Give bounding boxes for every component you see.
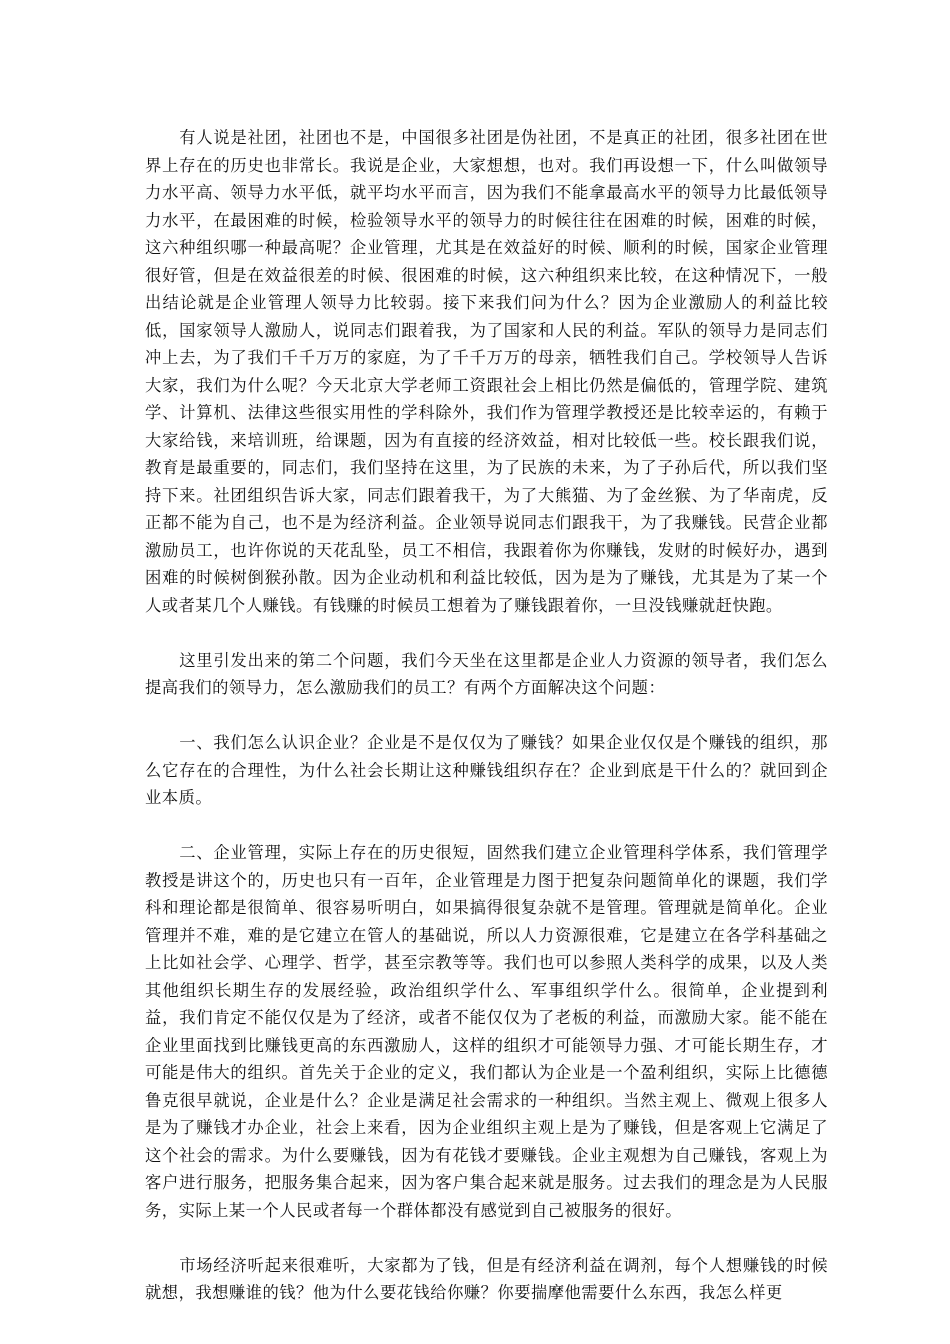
paragraph-5: 市场经济听起来很难听，大家都为了钱，但是有经济利益在调剂，每个人想赚钱的时候就想，我想赚谁的钱？他为什么要花钱给你赚？你要揣摩他需要什么东西，我怎么样更 xyxy=(145,1255,828,1302)
document-body xyxy=(145,124,828,1334)
paragraph-1: 有人说是社团，社团也不是，中国很多社团是伪社团，不是真正的社团，很多社团在世界上存在的历史也非常长。我说是企业，大家想想，也对。我们再设想一下，什么叫做领导力水平高、领导力水平低，就平均水平而言，因为我们不能拿最高水平的领导力比最低领导力水平，在最困难的时候，检验领导水平的领导力的时候往往在困难的时候，困难的时候，这六种组织哪一种最高呢？企业管理，尤其是在效益好的时候、顺利的时候，国家企业管理很好管，但是在效益很差的时候、很困难的时候，这六种组织来比较，在这种情况下，一般出结论就是企业管理人领导力比较弱。接下来我们问为什么？因为企业激励人的利益比较低，国家领导人激励人，说同志们跟着我，为了国家和人民的利益。军队的领导力是同志们冲上去，为了我们千千万万的家庭，为了千千万万的母亲，牺牲我们自己。学校领导人告诉大家，我们为什么呢？今天北京大学老师工资跟社会上相比仍然是偏低的，管理学院、建筑学、计算机、法律这些很实用性的学科除外，我们作为管理学教授还是比较幸运的，有赖于大家给钱，来培训班，给课题，因为有直接的经济效益，相对比较低一些。校长跟我们说，教育是最重要的，同志们，我们坚持在这里，为了民族的未来，为了子孙后代，所以我们坚持下来。社团组织告诉大家，同志们跟着我干，为了大熊猫、为了金丝猴、为了华南虎，反正都不能为自己，也不是为经济利益。企业领导说同志们跟我干，为了我赚钱。民营企业都激励员工，也许你说的天花乱坠，员工不相信，我跟着你为你赚钱，发财的时候好办，遇到困难的时候树倒猴孙散。因为企业动机和利益比较低，因为是为了赚钱，尤其是为了某一个人或者某几个人赚钱。有钱赚的时候员工想着为了赚钱跟着你，一旦没钱赚就赶快跑。 xyxy=(145,128,828,615)
paragraph-4: 二、企业管理，实际上存在的历史很短，固然我们建立企业管理科学体系，我们管理学教授是讲这个的，历史也只有一百年，企业管理是力图于把复杂问题简单化的课题，我们学科和理论都是很简单、很容易听明白，如果搞得很复杂就不是管理。管理就是简单化。企业管理并不难，难的是它建立在管人的基础说，所以人力资源很难，它是建立在各学科基础之上比如社会学、心理学、哲学，甚至宗教等等。我们也可以参照人类科学的成果，以及人类其他组织长期生存的发展经验，政治组织学什么、军事组织学什么。很简单，企业提到利益，我们肯定不能仅仅是为了经济，或者不能仅仅为了老板的利益，而激励大家。能不能在企业里面找到比赚钱更高的东西激励人，这样的组织才可能领导力强、才可能长期生存，才可能是伟大的组织。首先关于企业的定义，我们都认为企业是一个盈利组织，实际上比德德鲁克很早就说，企业是什么？企业是满足社会需求的一种组织。当然主观上、微观上很多人是为了赚钱才办企业，社会上来看，因为企业组织主观上是为了赚钱，但是客观上它满足了这个社会的需求。为什么要赚钱，因为有花钱才要赚钱。企业主观想为自己赚钱，客观上为客户进行服务，把服务集合起来，因为客户集合起来就是服务。过去我们的理念是为人民服务，实际上某一个人民或者每一个群体都没有感觉到自己被服务的很好。 xyxy=(145,843,828,1220)
paragraph-2: 这里引发出来的第二个问题，我们今天坐在这里都是企业人力资源的领导者，我们怎么提高我们的领导力，怎么激励我们的员工？有两个方面解决这个问题： xyxy=(145,650,828,697)
paragraph-3: 一、我们怎么认识企业？企业是不是仅仅为了赚钱？如果企业仅仅是个赚钱的组织，那么它存在的合理性，为什么社会长期让这种赚钱组织存在？企业到底是干什么的？就回到企业本质。 xyxy=(145,733,828,807)
